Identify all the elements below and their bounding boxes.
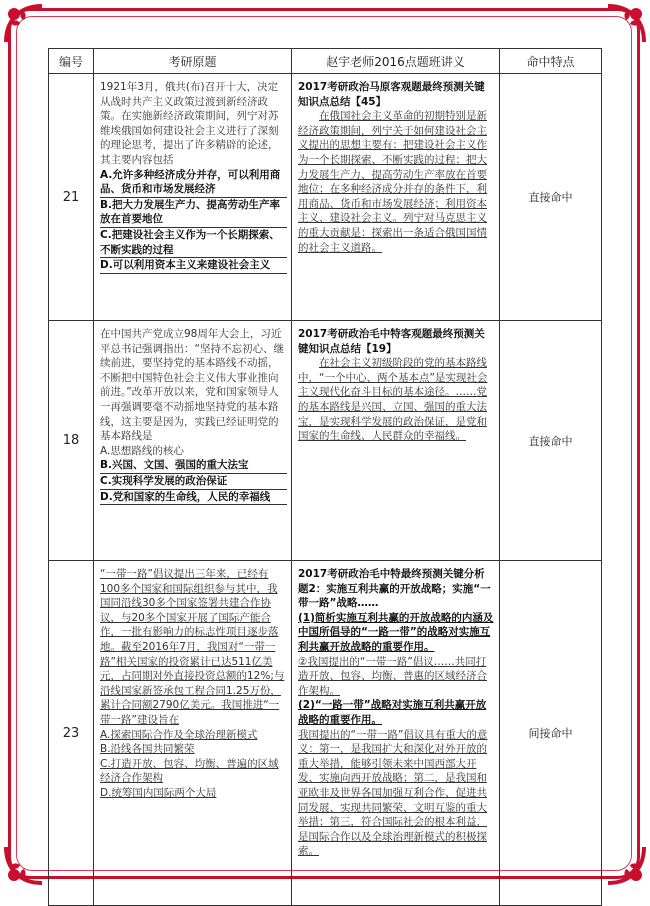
- header-number: 编号: [49, 49, 94, 74]
- question-cell: [94, 321, 292, 561]
- option-d: D.党和国家的生命线，人民的幸福线: [100, 490, 287, 506]
- notes-title: 2017考研政治马原客观题最终预测关键知识点总结【45】: [298, 81, 485, 108]
- question-number: 23: [49, 561, 94, 906]
- table-header: [49, 49, 602, 74]
- question-cell: [94, 74, 292, 321]
- corner-ornament-icon: [2, 843, 46, 887]
- option-c: C.把建设社会主义作为一个长期探索、不断实践的过程: [100, 228, 287, 258]
- question-stem: 1921年3月，俄共(布)召开十大，决定从战时共产主义政策过渡到新经济政策。在实施新经济政策期间，列宁对苏维埃俄国如何建设社会主义进行了深刻的理论思考，提出了许多精辟的论述，其主要内容包括: [100, 81, 279, 166]
- table-row: [49, 561, 602, 906]
- corner-ornament-icon: [2, 2, 46, 46]
- option-d: D.可以利用资本主义来建设社会主义: [100, 258, 287, 274]
- hit-feature: 间接命中: [500, 561, 602, 906]
- notes-cell: [292, 321, 500, 561]
- question-number: 21: [49, 74, 94, 321]
- option-b: B.兴国、文国、强国的重大法宝: [100, 458, 287, 474]
- option-c: C.实现科学发展的政治保证: [100, 474, 287, 490]
- table-row: [49, 74, 602, 321]
- corner-ornament-icon: [604, 843, 648, 887]
- notes-body-2: 我国提出的“一带一路”倡议具有重大的意义：第一，是我国扩大和深化对外开放的重大举措，能够引领未来中国西部大开发、实施向西开放战略；第二，是我国和亚欧非及世界各国加强互利合作、促进共同发展、实现共同繁荣、文明互鉴的重大举措；第三，符合国际社会的根本利益，是国际合作以及全球治理新模式的积极探索。: [298, 728, 488, 858]
- notes-title: 2017考研政治毛中特客观题最终预测关键知识点总结【19】: [298, 328, 485, 355]
- option-b: B.沿线各国共同繁荣: [100, 743, 195, 756]
- notes-body: 在社会主义初级阶段的党的基本路线中，“一个中心、两个基本点”是实现社会主义现代化奋斗目标的基本途径。……党的基本路线是兴国、立国、强国的重大法宝，是实现科学发展的政治保证，是党和国家的生命线、人民群众的幸福线。: [298, 357, 488, 443]
- option-a: A.允许多种经济成分并存，可以利用商品、货币和市场发展经济: [100, 168, 287, 198]
- option-a: A.探索国际合作及全球治理新模式: [100, 728, 258, 741]
- option-a: A.思想路线的核心: [100, 444, 184, 457]
- hit-feature: 直接命中: [500, 74, 602, 321]
- notes-subheading-1: (1)简析实施互利共赢的开放战略的内涵及中国所倡导的“一路一带”的战略对实施互利共赢开放战略的重要作用。: [298, 611, 494, 653]
- question-cell: [94, 561, 292, 906]
- notes-title: 2017考研政治毛中特最终预测关键分析题2：实施互利共赢的开放战略；实施“一带一路”战略……: [298, 568, 491, 610]
- notes-body-1: ②我国提出的“一带一路”倡议……共同打造开放、包容、均衡、普惠的区域经济合作架构。: [298, 655, 487, 697]
- notes-body: 在俄国社会主义革命的初期特别是新经济政策期间，列宁关于如何建设社会主义提出的思想主要有：把建设社会主义作为一个长期探索、不断实践的过程；把大力发展生产力、提高劳动生产率放在首要地位；在多种经济成分并存的条件下，利用商品、货币和市场发展经济；利用资本主义、建设社会主义。列宁对马克思主义的重大贡献是：探索出一条适合俄国国情的社会主义道路。: [298, 110, 487, 254]
- question-stem: 在中国共产党成立98周年大会上，习近平总书记强调指出：“坚持不忘初心、继续前进，要坚持党的基本路线不动摇，不断把中国特色社会主义伟大事业推向前进。”改革开放以来，党和国家领导人一再强调要毫不动摇地坚持党的基本路线，这主要是因为，实践已经证明党的基本路线是: [100, 328, 284, 443]
- corner-ornament-icon: [604, 2, 648, 46]
- notes-cell: [292, 561, 500, 906]
- question-stem: “一带一路”倡议提出三年来，已经有100多个国家和国际组织参与其中，我国同沿线30多个国家签署共建合作协议，与20多个国家开展了国际产能合作，一批有影响力的标志性项目逐步落地。截至2016年7月，我国对“一带一路”相关国家的投资累计已达511亿美元，占同期对外直接投资总额的12%;与沿线国家新签承包工程合同1.25万份，累计合同额2790亿美元。我国推进“一带一路”建设旨在: [100, 568, 285, 726]
- header-feature: 命中特点: [500, 49, 602, 74]
- hit-feature: 直接命中: [500, 321, 602, 561]
- header-question: 考研原题: [94, 49, 292, 74]
- option-d: D.统筹国内国际两个大局: [100, 786, 217, 799]
- notes-cell: [292, 74, 500, 321]
- option-b: B.把大力发展生产力、提高劳动生产率放在首要地位: [100, 198, 287, 228]
- header-notes: 赵宇老师2016点题班讲义: [292, 49, 500, 74]
- question-number: 18: [49, 321, 94, 561]
- option-c: C.打造开放、包容、均衡、普遍的区域经济合作架构: [100, 757, 279, 785]
- comparison-table: [48, 48, 602, 906]
- notes-subheading-2: (2)“一路一带”战略对实施互利共赢开放战略的重要作用。: [298, 699, 487, 726]
- table-row: [49, 321, 602, 561]
